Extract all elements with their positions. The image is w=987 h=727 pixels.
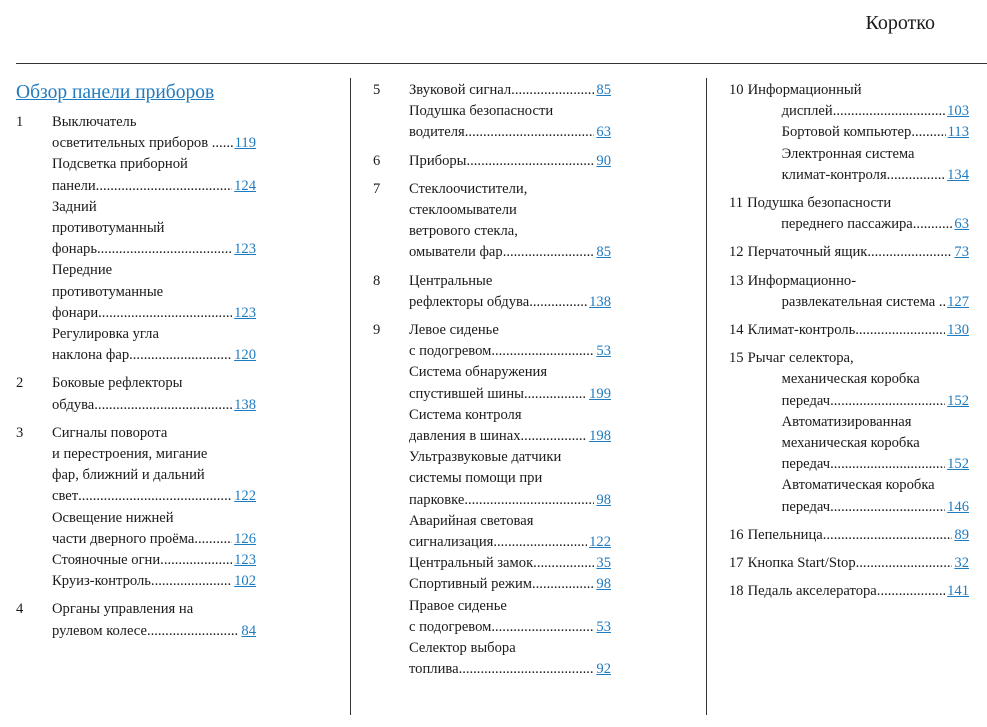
toc-subentry — [748, 525, 969, 546]
toc-subentry — [409, 101, 611, 143]
toc-subentry — [748, 412, 969, 476]
entry-text: Подушка безопасности — [409, 103, 554, 120]
dot-leader — [465, 122, 595, 143]
toc-entry — [373, 151, 611, 172]
entry-text: Система обнаружения — [409, 364, 548, 381]
entry-text: стеклоомыватели — [409, 202, 517, 219]
entry-text: Круиз-контроль — [52, 573, 151, 590]
entry-text: части дверного проёма — [52, 530, 195, 547]
page-link[interactable]: 138 — [589, 293, 611, 310]
entry-number: 8 — [373, 272, 381, 289]
dot-leader — [521, 426, 588, 447]
dot-leader — [160, 550, 232, 571]
toc-subentry — [748, 242, 969, 263]
entry-text: омыватели фар — [409, 244, 503, 261]
page-link[interactable]: 122 — [589, 534, 611, 551]
entry-text: Кнопка Start/Stop — [747, 555, 856, 572]
dot-leader — [151, 571, 232, 592]
page-link[interactable]: 120 — [234, 347, 256, 364]
section-title[interactable]: Обзор панели приборов — [16, 82, 215, 103]
toc-entry — [729, 320, 969, 341]
entry-text: Правое сиденье — [409, 597, 507, 614]
entry-text: Органы управления на — [52, 601, 194, 618]
toc-entry — [373, 80, 611, 144]
page-link[interactable]: 63 — [596, 124, 611, 141]
page-link[interactable]: 85 — [596, 82, 611, 98]
page-link[interactable]: 92 — [596, 661, 611, 678]
entry-text: Освещение нижней — [52, 509, 174, 526]
page-link[interactable]: 141 — [947, 583, 969, 600]
entry-text: Регулировка угла — [52, 326, 159, 343]
page-link[interactable]: 102 — [234, 573, 256, 590]
dot-leader — [867, 242, 952, 263]
toc-column-3 — [729, 80, 969, 609]
page-link[interactable]: 122 — [234, 488, 256, 505]
dot-leader — [94, 395, 232, 416]
entry-text: спустившей шины — [409, 385, 524, 402]
toc-entry — [729, 80, 969, 186]
entry-text: осветительных приборов . — [52, 135, 216, 152]
toc-entry — [729, 525, 969, 546]
page-link[interactable]: 63 — [954, 216, 969, 233]
dot-leader — [511, 80, 594, 101]
dot-leader — [529, 292, 587, 313]
toc-subentry — [747, 193, 969, 235]
entry-text: Климат-контроль — [747, 322, 856, 339]
page-link[interactable]: 53 — [596, 618, 611, 635]
toc-subentry — [409, 271, 611, 313]
page-link[interactable]: 123 — [234, 552, 256, 569]
dot-leader — [491, 341, 594, 362]
entry-number: 7 — [373, 180, 381, 197]
dot-leader — [493, 532, 587, 553]
page-link[interactable]: 90 — [596, 152, 611, 169]
entry-text: наклона фар — [52, 347, 130, 364]
entry-number: 17 — [729, 555, 744, 572]
toc-subentry — [409, 80, 611, 101]
entry-text: давления в шинах — [409, 428, 521, 445]
page-link[interactable]: 53 — [596, 343, 611, 360]
dot-leader — [856, 553, 953, 574]
page-link[interactable]: 127 — [947, 293, 969, 310]
toc-entry — [729, 581, 969, 602]
page-link[interactable]: 146 — [947, 498, 969, 515]
entry-text: с подогревом — [409, 618, 492, 635]
entry-text: дисплей — [781, 103, 833, 120]
toc-subentry — [52, 599, 256, 641]
toc-subentry — [52, 550, 256, 571]
page-link[interactable]: 123 — [234, 241, 256, 258]
entry-text: Спортивный режим — [409, 576, 532, 593]
toc-subentry — [409, 405, 611, 447]
entry-text: Рычаг селектора, — [747, 350, 854, 367]
entry-number: 1 — [16, 114, 24, 130]
entry-text: Центральный замок — [409, 555, 534, 572]
toc-subentry — [409, 179, 611, 264]
dot-leader — [833, 101, 945, 122]
dot-leader — [830, 454, 945, 475]
dot-leader — [466, 151, 594, 172]
entry-text: рулевом колесе — [52, 622, 147, 639]
toc-subentry — [409, 638, 611, 680]
entry-text: Пепельница — [747, 526, 823, 543]
entry-text: переднего пассажира — [781, 216, 913, 233]
toc-subentry — [748, 475, 969, 517]
dot-leader — [97, 239, 232, 260]
toc-subentry — [52, 571, 256, 592]
page-header-title: Коротко — [865, 12, 935, 34]
entry-text: Подушка безопасности — [747, 195, 892, 212]
entry-number: 15 — [729, 350, 744, 367]
dot-leader — [464, 490, 594, 511]
entry-text: обдува — [52, 396, 95, 413]
entry-text: Стояночные огни — [52, 552, 161, 569]
entry-number: 16 — [729, 526, 744, 543]
entry-number: 10 — [729, 82, 744, 98]
entry-text: панели — [52, 177, 96, 194]
dot-leader — [524, 384, 587, 405]
dot-leader — [887, 165, 945, 186]
header-rule — [16, 63, 987, 64]
page-link[interactable]: 84 — [241, 622, 256, 639]
dot-leader — [877, 581, 945, 602]
entry-text: Центральные — [409, 272, 493, 289]
toc-subentry — [409, 320, 611, 362]
dot-leader — [491, 617, 594, 638]
entry-text: парковке — [409, 491, 465, 508]
toc-subentry — [409, 553, 611, 574]
toc-subentry — [52, 197, 256, 261]
dot-leader — [147, 621, 239, 642]
page-link[interactable]: 130 — [947, 322, 969, 339]
entry-number: 9 — [373, 322, 381, 339]
entry-text: Аварийная световая — [409, 512, 534, 529]
toc-subentry — [409, 596, 611, 638]
toc-entry — [373, 179, 611, 264]
toc-subentry — [748, 348, 969, 412]
dot-leader — [98, 303, 232, 324]
entry-text: водителя — [409, 124, 465, 141]
entry-text: Автоматическая коробка — [781, 477, 935, 494]
dot-leader — [532, 574, 594, 595]
entry-text: Выключатель — [52, 114, 137, 130]
entry-text: Стеклоочистители, — [409, 180, 528, 197]
page-link[interactable]: 89 — [954, 526, 969, 543]
toc-subentry — [52, 324, 256, 366]
toc-subentry — [409, 511, 611, 553]
page-link[interactable]: 152 — [947, 456, 969, 473]
entry-text: фонарь — [52, 241, 97, 258]
page-link[interactable]: 32 — [954, 555, 969, 572]
entry-text: Подсветка приборной — [52, 156, 188, 173]
dot-leader — [503, 242, 595, 263]
entry-number: 5 — [373, 82, 381, 98]
entry-text: Селектор выбора — [409, 640, 516, 657]
entry-text: противотуманные — [52, 283, 164, 300]
page-link[interactable]: 98 — [596, 576, 611, 593]
page-link[interactable]: 126 — [234, 530, 256, 547]
entry-text: с подогревом — [409, 343, 492, 360]
toc-entry — [373, 320, 611, 680]
entry-text: системы помощи при — [409, 470, 543, 487]
entry-text: Автоматизированная — [781, 413, 912, 430]
entry-text: Электронная система — [781, 145, 915, 162]
entry-text: Звуковой сигнал — [409, 82, 512, 98]
page-link[interactable]: 152 — [947, 392, 969, 409]
dot-leader — [830, 391, 945, 412]
entry-text: Ультразвуковые датчики — [409, 449, 562, 466]
entry-text: Бортовой компьютер — [781, 124, 912, 141]
page-link[interactable]: 113 — [947, 124, 969, 141]
toc-subentry — [52, 508, 256, 550]
toc-entry — [729, 553, 969, 574]
toc-entry — [729, 242, 969, 263]
entry-text: Перчаточный ящик — [747, 244, 868, 261]
entry-text: ветрового стекла, — [409, 223, 518, 240]
toc-entry — [16, 599, 256, 641]
entry-text: развлекательная система . — [781, 293, 943, 310]
dot-leader — [855, 320, 945, 341]
entry-text: Задний — [52, 198, 97, 215]
page-link[interactable]: 134 — [947, 166, 969, 183]
entry-text: передач — [781, 456, 831, 473]
entry-text: фар, ближний и дальний — [52, 467, 205, 484]
entry-text: Передние — [52, 262, 113, 279]
toc-subentry — [52, 260, 256, 324]
toc-column-1 — [16, 80, 256, 649]
entry-number: 6 — [373, 152, 381, 169]
entry-text: Система контроля — [409, 406, 522, 423]
toc-subentry — [409, 362, 611, 404]
toc-subentry — [748, 122, 969, 143]
toc-column-2 — [373, 80, 611, 687]
dot-leader — [459, 659, 595, 680]
dot-leader — [913, 214, 953, 235]
toc-subentry — [52, 112, 256, 154]
toc-entry — [729, 348, 969, 518]
toc-subentry — [409, 447, 611, 511]
toc-entry — [16, 112, 256, 366]
dot-leader — [911, 122, 945, 143]
entry-text: Приборы — [409, 152, 467, 169]
toc-entry — [729, 271, 969, 313]
toc-subentry — [409, 574, 611, 595]
page-link[interactable]: 199 — [589, 385, 611, 402]
entry-text: и перестроения, мигание — [52, 446, 208, 463]
column-divider-1 — [350, 78, 351, 715]
entry-number: 18 — [729, 583, 744, 600]
toc-subentry — [52, 154, 256, 196]
entry-text: Левое сиденье — [409, 322, 499, 339]
entry-number: 2 — [16, 375, 24, 392]
entry-number: 13 — [729, 272, 744, 289]
page-link[interactable]: 198 — [589, 428, 611, 445]
toc-subentry — [52, 423, 256, 508]
page-link[interactable]: 73 — [954, 244, 969, 261]
column-divider-2 — [706, 78, 707, 715]
page-link[interactable]: 85 — [596, 244, 611, 261]
toc-subentry — [748, 144, 969, 186]
toc-subentry — [52, 373, 256, 415]
dot-leader — [215, 133, 232, 154]
toc-entry — [729, 193, 969, 235]
entry-text: топлива — [409, 661, 459, 678]
entry-text: климат-контроля — [781, 166, 887, 183]
toc-entry — [16, 423, 256, 593]
entry-text: противотуманный — [52, 220, 165, 237]
entry-text: механическая коробка — [781, 371, 920, 388]
entry-number: 11 — [729, 195, 744, 212]
toc-subentry — [748, 271, 969, 313]
page-link[interactable]: 119 — [234, 135, 256, 152]
toc-subentry — [748, 80, 969, 122]
dot-leader — [830, 497, 945, 518]
entry-number: 4 — [16, 601, 24, 618]
entry-text: передач — [781, 498, 831, 515]
entry-text: Информационный — [747, 82, 862, 98]
toc-entry — [16, 373, 256, 415]
entry-number: 12 — [729, 244, 744, 261]
toc-subentry — [748, 581, 969, 602]
entry-text: фонари — [52, 304, 99, 321]
entry-text: свет — [52, 488, 79, 505]
entry-number: 14 — [729, 322, 744, 339]
toc-subentry — [409, 151, 611, 172]
entry-number: 3 — [16, 424, 24, 441]
dot-leader — [96, 176, 232, 197]
page-link[interactable]: 98 — [596, 491, 611, 508]
entry-text: Сигналы поворота — [52, 424, 168, 441]
page-link[interactable]: 123 — [234, 304, 256, 321]
page-link[interactable]: 103 — [947, 103, 969, 120]
dot-leader — [78, 486, 232, 507]
dot-leader — [129, 345, 232, 366]
dot-leader — [194, 529, 232, 550]
entry-text: передач — [781, 392, 831, 409]
toc-subentry — [748, 320, 969, 341]
entry-text: Информационно- — [747, 272, 857, 289]
toc-entry — [373, 271, 611, 313]
entry-text: Педаль акселератора — [747, 583, 877, 600]
entry-text: механическая коробка — [781, 435, 920, 452]
page-link[interactable]: 124 — [234, 177, 256, 194]
toc-subentry — [748, 553, 969, 574]
page-link[interactable]: 35 — [596, 555, 611, 572]
page-link[interactable]: 138 — [234, 396, 256, 413]
entry-text: сигнализация — [409, 534, 494, 551]
dot-leader — [533, 553, 594, 574]
dot-leader — [823, 525, 953, 546]
entry-text: Боковые рефлекторы — [52, 375, 183, 392]
entry-text: рефлекторы обдува — [409, 293, 530, 310]
